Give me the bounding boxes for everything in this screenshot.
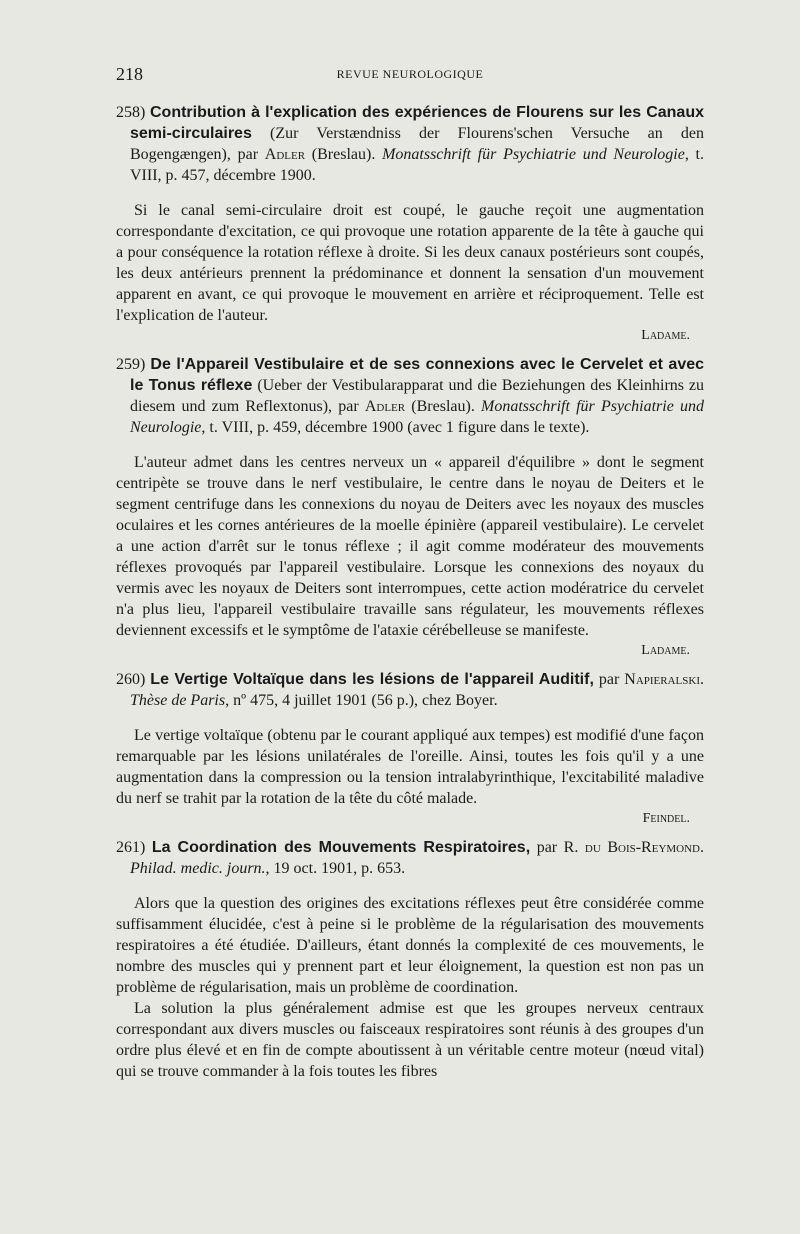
entry-number: 259) [116,356,146,373]
running-head: REVUE NEUROLOGIQUE [336,67,484,81]
entry-number: 260) [116,671,146,688]
entry-author-affiliation: . [700,839,704,856]
entry-journal: Monatsschrift für Psychiatrie und Neurologie [130,398,704,436]
entry-260-body: Le vertige voltaïque (obtenu par le courant appliqué aux tempes) est modifié d'une façon remarquable par les lésions unilatérales de l'oreille. Ainsi, toutes les fois qu'il y a une augmentation dans la compression ou la tension intralabyrinthique, l'excitabilité maladive du nerf se trahit par la rotation de la tête du côté malade. [116,727,704,807]
entry-title-rest: (Zur Verstændniss der Flourens'schen Versuche an den Bogengængen), par [130,125,704,163]
page-number: 218 [116,64,143,84]
entry-261-body-2: La solution la plus généralement admise est que les groupes nerveux centraux correspondant aux divers muscles ou faisceaux respiratoires sont réunis à des groupes d'un ordre plus élevé et en fin de compte aboutissent à un véritable centre moteur (nœud vital) qui se trouve commander à la fois toutes les fibres [116,1000,704,1080]
entry-journal: Philad. medic. journ. [130,860,266,877]
entry-title-rest: (Ueber der Vestibularapparat und die Beziehungen des Kleinhirns zu diesem und zum Reflextonus), par [130,377,704,415]
entry-259-title [116,354,704,438]
entry-author-affiliation: . [700,671,704,688]
entry-259-signature: Ladame. [641,643,690,658]
entry-title-bold: La Coordination des Mouvements Respiratoires, [151,839,531,856]
entry-259-body: L'auteur admet dans les centres nerveux un « appareil d'équilibre » dont le segment centripète se trouve dans le nerf vestibulaire, le centre dans le noyau de Deiters et le segment centrifuge dans les connexions du noyau de Deiters avec les noyaux des muscles oculaires et les cornes antérieures de la moelle épinière (appareil vestibulaire). Le cervelet a une action d'arrêt sur le tonus réflexe ; il agit comme modérateur des mouvements réflexes provoqués par l'appareil vestibulaire. Lorsque les connexions des noyaux du vermis avec les noyaux de Deiters sont interrompues, cette action modératrice du cervelet n'a plus lieu, l'appareil vestibulaire travaille sans régulateur, les mouvements réflexes deviennent excessifs et le symptôme de l'ataxie cérébelleuse se manifeste. [116,454,704,639]
entry-258-body: Si le canal semi-circulaire droit est coupé, le gauche reçoit une augmentation correspondante d'excitation, ce qui provoque une rotation apparente de la tête à gauche qui a pour conséquence la rotation réflexe à droite. Si les deux canaux postérieurs sont coupés, les deux antérieurs prennent la prédominance et donnent la sensation d'un mouvement apparent en avant, ce qui provoque le mouvement en arrière et réciproquement. Telle est l'explication de l'auteur. [116,202,704,324]
entry-title-bold: Le Vertige Voltaïque dans les lésions de l'appareil Auditif, [150,671,594,688]
entry-title-bold: Contribution à l'explication des expériences de Flourens sur les Canaux semi-circulaires [130,104,704,142]
entry-260-title [116,669,704,711]
entry-journal: Monatsschrift für Psychiatrie und Neurologie [382,146,685,163]
entry-author: Adler [264,146,306,163]
entry-reference: , t. VIII, p. 459, décembre 1900 (avec 1 figure dans le texte). [201,419,590,436]
entry-journal: Thèse de Paris [130,692,226,709]
entry-reference: , 19 oct. 1901, p. 653. [265,860,406,877]
entry-author: Napieralski [624,671,700,688]
entry-reference: , t. VIII, p. 457, décembre 1900. [130,146,705,184]
entry-title-bold: De l'Appareil Vestibulaire et de ses connexions avec le Cervelet et avec le Tonus réflexe [130,356,705,394]
entry-author-affiliation: (Breslau). [305,146,383,163]
entry-title-rest: par [593,671,625,688]
entry-title-rest: par R. [530,839,585,856]
entry-260-signature: Feindel. [642,811,690,826]
entry-261-title [116,837,704,879]
entry-258-title [116,102,704,186]
entry-258-signature: Ladame. [641,328,690,343]
entry-number: 258) [116,104,146,121]
page-header [116,64,704,94]
entry-author: du Bois-Reymond [584,839,700,856]
entry-reference: , nº 475, 4 juillet 1901 (56 p.), chez Boyer. [225,692,498,709]
entry-261-body-1: Alors que la question des origines des excitations réflexes peut être considérée comme suffisamment élucidée, c'est à peine si le problème de la régularisation des mouvements respiratoires a été étudiée. D'ailleurs, étant donnés la complexité de ces mouvements, le nombre des muscles qui y prennent part et leur éloignement, la question est non pas un problème de régularisation, mais un problème de coordination. [116,895,704,996]
entry-number: 261) [116,839,146,856]
entry-author-affiliation: (Breslau). [405,398,482,415]
entry-author: Adler [364,398,406,415]
